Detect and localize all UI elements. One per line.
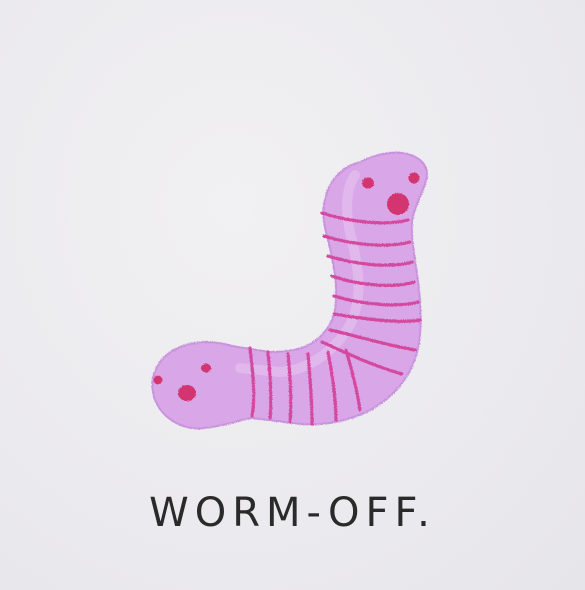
eye-spot (362, 178, 374, 189)
mouth-spot (387, 193, 409, 215)
eye-spot (154, 376, 163, 385)
eye-spot (409, 173, 420, 184)
caption-text: WORM-OFF. (149, 490, 436, 536)
eye-spot (201, 364, 211, 373)
mouth-spot (178, 385, 196, 401)
